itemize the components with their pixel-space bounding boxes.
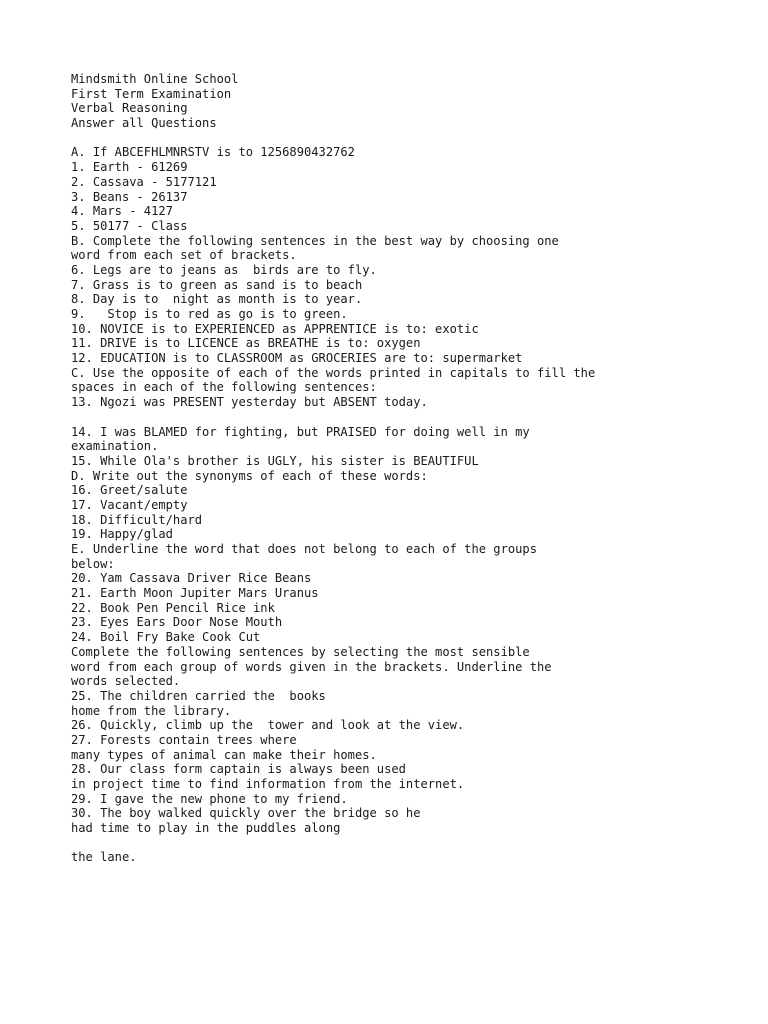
document-line: word from each group of words given in the brackets. Underline the xyxy=(71,659,552,674)
document-line: 30. The boy walked quickly over the bridge so he xyxy=(71,806,421,821)
exam-title: First Term Examination xyxy=(71,86,232,101)
document-line: 6. Legs are to jeans as birds are to fly. xyxy=(71,262,377,277)
document-line: 18. Difficult/hard xyxy=(71,512,203,527)
document-line: 17. Vacant/empty xyxy=(71,497,188,512)
document-line: 13. Ngozi was PRESENT yesterday but ABSENT today. xyxy=(71,395,428,410)
document-line: 14. I was BLAMED for fighting, but PRAISED for doing well in my xyxy=(71,424,530,439)
document-line: 5. 50177 - Class xyxy=(71,218,188,233)
document-line: 10. NOVICE is to EXPERIENCED as APPRENTICE is to: exotic xyxy=(71,321,479,336)
document-line: 16. Greet/salute xyxy=(71,483,188,498)
document-line: 11. DRIVE is to LICENCE as BREATHE is to: oxygen xyxy=(71,336,421,351)
document-line: C. Use the opposite of each of the words printed in capitals to fill the xyxy=(71,365,596,380)
document-line: 19. Happy/glad xyxy=(71,527,173,542)
document-line: 23. Eyes Ears Door Nose Mouth xyxy=(71,615,283,630)
document-line: 26. Quickly, climb up the tower and look at the view. xyxy=(71,718,465,733)
document-line: 25. The children carried the books xyxy=(71,688,326,703)
blank-line xyxy=(71,836,751,851)
exam-instruction: Answer all Questions xyxy=(71,116,217,131)
document-line: 29. I gave the new phone to my friend. xyxy=(71,791,348,806)
document-page xyxy=(71,72,751,865)
document-line: 2. Cassava - 5177121 xyxy=(71,174,217,189)
blank-line xyxy=(71,131,751,146)
document-line: 1. Earth - 61269 xyxy=(71,160,188,175)
document-line: had time to play in the puddles along xyxy=(71,821,341,836)
document-line: 9. Stop is to red as go is to green. xyxy=(71,307,348,321)
document-line: word from each set of brackets. xyxy=(71,248,297,263)
subject-title: Verbal Reasoning xyxy=(71,101,188,116)
document-line: B. Complete the following sentences in the best way by choosing one xyxy=(71,233,559,248)
document-line: in project time to find information from the internet. xyxy=(71,777,465,791)
document-line: A. If ABCEFHLMNRSTV is to 1256890432762 xyxy=(71,145,355,160)
document-line: 15. While Ola's brother is UGLY, his sister is BEAUTIFUL xyxy=(71,453,479,468)
document-line: 22. Book Pen Pencil Rice ink xyxy=(71,600,275,615)
document-line: examination. xyxy=(71,439,159,454)
document-line: 24. Boil Fry Bake Cook Cut xyxy=(71,630,261,645)
document-line: spaces in each of the following sentences: xyxy=(71,380,377,395)
document-line: 27. Forests contain trees where xyxy=(71,732,297,747)
document-line: 4. Mars - 4127 xyxy=(71,204,173,219)
blank-line xyxy=(71,410,751,425)
document-line: below: xyxy=(71,556,115,571)
document-line: 28. Our class form captain is always been used xyxy=(71,762,406,777)
document-line: 20. Yam Cassava Driver Rice Beans xyxy=(71,571,312,586)
document-line: 8. Day is to night as month is to year. xyxy=(71,292,363,307)
question-list xyxy=(71,131,751,865)
document-line: E. Underline the word that does not belong to each of the groups xyxy=(71,542,537,556)
document-line: 7. Grass is to green as sand is to beach xyxy=(71,277,363,292)
document-line: the lane. xyxy=(71,850,137,865)
document-line: Complete the following sentences by selecting the most sensible xyxy=(71,644,530,659)
document-line: many types of animal can make their homes. xyxy=(71,747,377,762)
document-line: 12. EDUCATION is to CLASSROOM as GROCERIES are to: supermarket xyxy=(71,351,523,366)
document-line: D. Write out the synonyms of each of these words: xyxy=(71,468,428,483)
document-line: 3. Beans - 26137 xyxy=(71,189,188,204)
school-name: Mindsmith Online School xyxy=(71,72,239,86)
document-line: words selected. xyxy=(71,674,181,689)
document-line: 21. Earth Moon Jupiter Mars Uranus xyxy=(71,586,319,601)
document-line: home from the library. xyxy=(71,703,232,718)
